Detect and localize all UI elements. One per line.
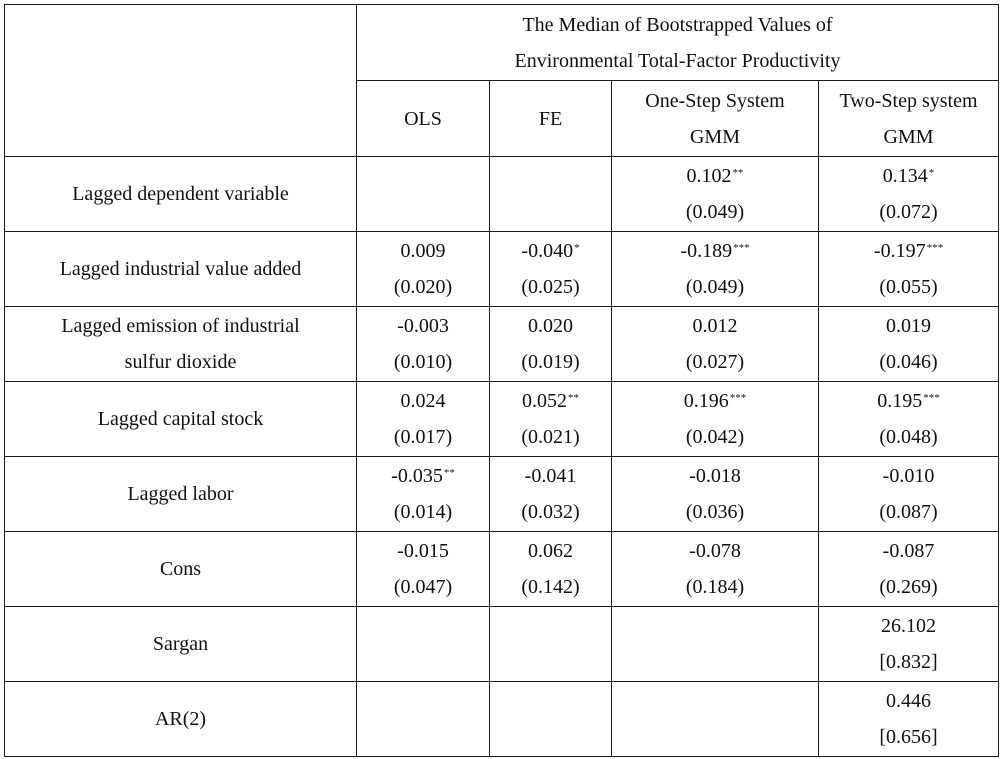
coefficient-value: -0.003 [397,315,449,337]
cell-ols [357,457,490,532]
column-header-one-step-gmm [612,81,819,157]
coefficient-value: 0.062 [528,540,573,562]
standard-error: (0.072) [879,201,938,223]
header-group-cell [357,5,999,81]
standard-error: (0.142) [521,576,580,598]
cell-two-step-gmm [819,232,999,307]
coefficient-value: 0.446 [886,690,931,712]
cell-fe [490,232,612,307]
significance-stars: * [928,167,935,179]
coefficient-value: 26.102 [881,615,936,637]
coefficient-value: -0.018 [689,465,741,487]
cell-two-step-gmm [819,607,999,682]
column-header-one-step-gmm-line-2: GMM [689,125,740,148]
row-label-cell [5,157,357,232]
standard-error: (0.021) [521,426,580,448]
coefficient-line [612,308,818,344]
coefficient-line [819,383,998,419]
coefficient-line [819,683,998,719]
cell-fe [490,382,612,457]
cell-one-step-gmm [612,157,819,232]
row-label-cell [5,682,357,757]
standard-error: (0.020) [393,276,453,298]
coefficient-line [612,158,818,194]
cell-fe [490,682,612,757]
coefficient-line [357,383,489,419]
standard-error: (0.055) [879,276,938,298]
coefficient-value: 0.052 [522,390,567,412]
column-header-one-step-gmm-line-1: One-Step System [645,89,785,112]
standard-error: (0.010) [393,351,453,373]
row-label: Cons [159,558,202,580]
cell-ols [357,307,490,382]
significance-stars: *** [923,392,940,404]
coefficient-value: 0.102 [686,165,732,187]
column-header-fe [490,81,612,157]
standard-error: (0.027) [685,351,745,373]
standard-error: [0.832] [879,651,938,673]
coefficient-line [612,233,818,269]
column-header-ols [357,81,490,157]
significance-stars: *** [926,242,944,254]
coefficient-value: -0.035 [391,465,443,487]
column-header-ols-line-1: OLS [404,107,442,130]
coefficient-line [490,383,611,419]
coefficient-line [357,458,489,494]
significance-stars: ** [732,167,744,179]
table-row [5,457,999,532]
standard-error: (0.269) [879,576,938,598]
table-row [5,532,999,607]
cell-one-step-gmm [612,607,819,682]
cell-ols [357,682,490,757]
standard-error: (0.087) [879,501,938,523]
cell-one-step-gmm [612,232,819,307]
coefficient-line [357,233,489,269]
standard-error: (0.046) [879,351,938,373]
standard-error: (0.014) [393,501,453,523]
cell-one-step-gmm [612,307,819,382]
cell-fe [490,607,612,682]
table-row [5,682,999,757]
coefficient-value: 0.195 [877,390,923,412]
standard-error: (0.032) [521,501,580,523]
coefficient-value: 0.012 [692,315,738,337]
significance-stars: *** [733,242,750,254]
cell-ols [357,382,490,457]
cell-two-step-gmm [819,532,999,607]
coefficient-value: -0.197 [873,240,926,262]
significance-stars: * [574,242,580,254]
standard-error: [0.656] [879,726,938,748]
coefficient-value: 0.009 [400,240,446,262]
cell-one-step-gmm [612,457,819,532]
column-header-two-step-gmm-line-2: GMM [883,125,934,148]
row-label: Lagged emission of industrial [61,315,300,337]
table-row [5,232,999,307]
cell-ols [357,607,490,682]
cell-ols [357,532,490,607]
coefficient-line [819,308,998,344]
row-label-cell [5,532,357,607]
coefficient-line [819,233,998,269]
coefficient-line [357,308,489,344]
column-header-two-step-gmm-line-1: Two-Step system [839,89,978,112]
coefficient-line [819,158,998,194]
standard-error: (0.019) [521,351,580,373]
cell-ols [357,157,490,232]
coefficient-line [612,458,818,494]
coefficient-value: -0.015 [397,540,449,562]
regression-table [4,4,999,757]
coefficient-line [819,608,998,644]
coefficient-line [357,533,489,569]
coefficient-value: 0.020 [528,315,573,337]
significance-stars: ** [568,392,579,404]
standard-error: (0.025) [521,276,580,298]
row-label-cell [5,307,357,382]
cell-fe [490,532,612,607]
row-label: Lagged labor [127,483,234,505]
header-group-line-1: The Median of Bootstrapped Values of [522,13,833,36]
cell-fe [490,157,612,232]
row-label: Lagged capital stock [97,408,264,430]
cell-two-step-gmm [819,382,999,457]
coefficient-value: -0.041 [524,465,577,487]
row-label-cell [5,607,357,682]
table-row [5,607,999,682]
header-group-line-2: Environmental Total-Factor Productivity [514,49,841,72]
row-label-cell [5,232,357,307]
row-label: sulfur dioxide [124,351,237,373]
cell-one-step-gmm [612,682,819,757]
coefficient-line [819,458,998,494]
row-label: Sargan [152,633,209,655]
coefficient-line [490,308,611,344]
header-row-group [5,5,999,81]
cell-two-step-gmm [819,307,999,382]
coefficient-line [490,233,611,269]
significance-stars: ** [443,467,455,479]
cell-ols [357,232,490,307]
standard-error: (0.047) [393,576,453,598]
cell-fe [490,457,612,532]
significance-stars: *** [729,392,747,404]
column-header-two-step-gmm [819,81,999,157]
row-label: Lagged industrial value added [59,258,302,280]
standard-error: (0.049) [685,276,745,298]
coefficient-line [819,533,998,569]
standard-error: (0.036) [685,501,745,523]
coefficient-value: -0.078 [689,540,741,562]
row-label-cell [5,382,357,457]
standard-error: (0.049) [685,201,745,223]
coefficient-value: -0.040 [521,240,574,262]
cell-two-step-gmm [819,457,999,532]
row-label: AR(2) [154,708,207,730]
standard-error: (0.017) [393,426,453,448]
cell-one-step-gmm [612,382,819,457]
standard-error: (0.048) [879,426,938,448]
cell-fe [490,307,612,382]
coefficient-value: 0.024 [400,390,446,412]
coefficient-value: -0.087 [882,540,935,562]
coefficient-line [612,383,818,419]
coefficient-line [490,458,611,494]
row-label-cell [5,457,357,532]
coefficient-value: -0.010 [882,465,935,487]
header-corner-cell [5,5,357,157]
coefficient-value: 0.134 [882,165,928,187]
cell-two-step-gmm [819,157,999,232]
table-row [5,307,999,382]
coefficient-value: -0.189 [680,240,733,262]
cell-two-step-gmm [819,682,999,757]
standard-error: (0.184) [685,576,745,598]
coefficient-line [490,533,611,569]
row-label: Lagged dependent variable [72,183,289,205]
column-header-fe-line-1: FE [538,107,563,130]
table-row [5,157,999,232]
cell-one-step-gmm [612,532,819,607]
coefficient-value: 0.196 [683,390,729,412]
coefficient-line [612,533,818,569]
coefficient-value: 0.019 [886,315,931,337]
table-row [5,382,999,457]
standard-error: (0.042) [685,426,745,448]
table-body [5,5,999,757]
